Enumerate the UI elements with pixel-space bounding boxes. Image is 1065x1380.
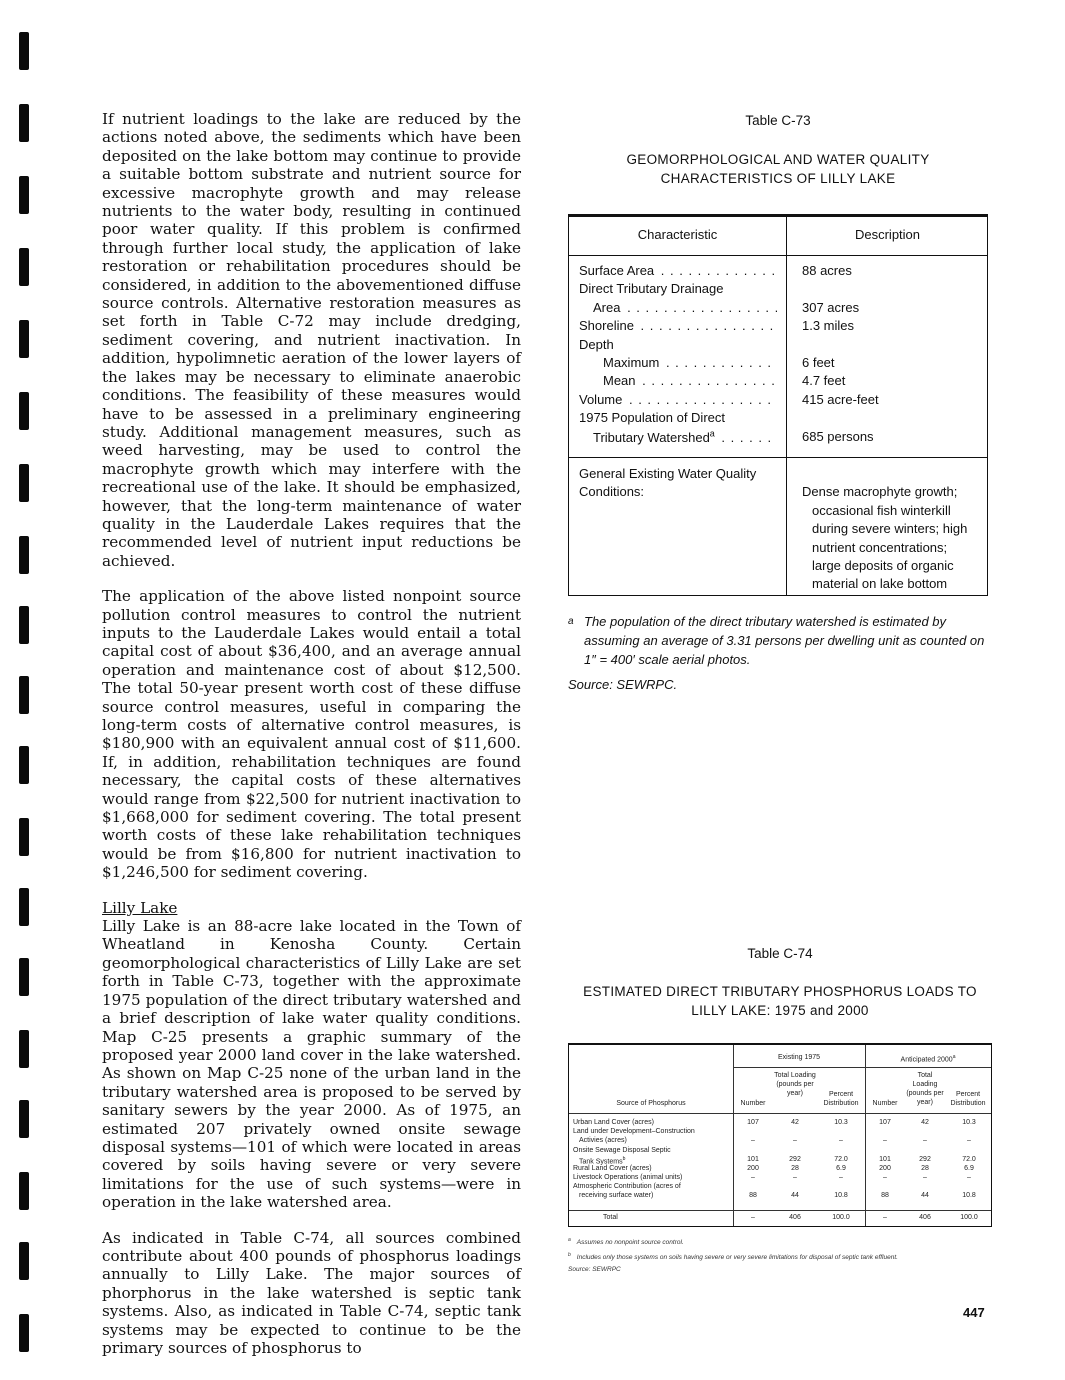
table-cell: 72.0	[962, 1156, 976, 1163]
table-cell: Rural Land Cover (acres)	[573, 1165, 652, 1172]
table-cell: 101	[879, 1156, 891, 1163]
table-cell: –	[793, 1174, 797, 1181]
table-row-value: 88 acres	[802, 263, 852, 278]
binding-mark	[19, 1314, 29, 1352]
table-row-label: Depth	[579, 336, 614, 352]
table-cell: –	[883, 1214, 887, 1221]
table-cell: –	[967, 1174, 971, 1181]
binding-mark	[19, 1030, 29, 1068]
table-cell: 10.8	[962, 1192, 976, 1199]
table-cell: –	[839, 1174, 843, 1181]
binding-mark	[19, 392, 29, 430]
table-c74-footnotes	[568, 1234, 998, 1276]
column-header: Total Loading (pounds per year)	[906, 1072, 944, 1106]
table-cell: 42	[921, 1119, 929, 1126]
table-cell: –	[751, 1174, 755, 1181]
table-cell: –	[923, 1174, 927, 1181]
column-header: Number	[740, 1100, 766, 1107]
paragraph: As indicated in Table C-74, all sources combined contribute about 400 pounds of phosphorus loadings annually to Lilly Lake. The major sources of phorphorus in the lake watershed is septic tank systems. Also, as indicated in Table C-74, septic tank systems may be expected to continue to be the primary sources of phosphorus to	[102, 1228, 521, 1357]
column-group-header: Anticipated 2000$^a$	[900, 1054, 956, 1064]
table-cell: 6.9	[964, 1165, 974, 1172]
section-subheading: Lilly Lake	[102, 898, 178, 917]
table-cell: 10.3	[834, 1119, 848, 1126]
table-cell: –	[923, 1137, 927, 1144]
table-row-value: 6 feet	[802, 355, 835, 370]
table-title-line: CHARACTERISTICS OF LILLY LAKE	[660, 171, 896, 186]
footnote: a The population of the direct tributary watershed is estimated by assuming an average of 3.31 persons per dwelling unit as counted on 1″ = 400′ scale aerial photos.	[568, 614, 985, 667]
table-label: Table C-73	[745, 113, 811, 128]
table-title-line: ESTIMATED DIRECT TRIBUTARY PHOSPHORUS LOADS TO	[583, 984, 977, 999]
table-cell: –	[751, 1137, 755, 1144]
table-cell: 44	[921, 1192, 929, 1199]
footnote-marker: a	[709, 428, 715, 439]
binding-mark	[19, 536, 29, 574]
table-source: Source: SEWRPC	[568, 1266, 621, 1274]
binding-mark	[19, 1242, 29, 1280]
table-cell: –	[839, 1137, 843, 1144]
table-cell: 88	[881, 1192, 889, 1199]
binding-mark	[19, 676, 29, 714]
table-cell: 200	[747, 1165, 759, 1172]
table-cell: –	[793, 1137, 797, 1144]
table-row-label: Maximum . . .	[579, 355, 777, 373]
table-cell: 200	[879, 1165, 891, 1172]
paragraph: If nutrient loadings to the lake are reduced by the actions noted above, the sediments which have been deposited on the lake bottom may continue to provide a suitable bottom substrate and nutrient source for excessive macrophyte growth and may release nutrients to the water body, resulting in continued poor water quality. If this problem is confirmed through further local study, the application of lake restoration or rehabilitation procedures should be considered, in addition to the abovementioned diffuse source controls. Alternative restoration measures as set forth in Table C-72 may include dredging, sediment covering, and nutrient inactivation. In addition, hypolimnetic aeration of the lower layers of the lakes may be necessary to eliminate anaerobic conditions. The feasibility of these measures would have to be assessed in a preliminary engineering study. Additional management measures, such as weed harvesting, may be used to control the macrophyte growth which may interfere with the recreational use of the lake. It should be emphasized, however, that the long-term maintenance of water quality in the Lauderdale Lakes requires that the recommended level of nutrient input reductions be achieved.	[102, 110, 521, 570]
binding-mark	[19, 888, 29, 926]
column-header: Characteristic	[637, 227, 718, 242]
table-cell: –	[751, 1214, 755, 1221]
table-cell: 107	[747, 1119, 759, 1126]
page-number: 447	[963, 1305, 985, 1320]
binding-mark	[19, 958, 29, 996]
column-header: Percent Distribution	[823, 1091, 859, 1107]
column-header: Source of Phosphorus	[616, 1100, 686, 1107]
table-cell: Total	[603, 1214, 618, 1221]
table-cell: Land under Development–Construction	[573, 1128, 695, 1135]
table-cell: 6.9	[836, 1165, 846, 1172]
table-cell: Tank Systems$^b$	[579, 1156, 626, 1166]
table-source: Source: SEWRPC.	[568, 677, 678, 692]
table-title-line: LILLY LAKE: 1975 and 2000	[691, 1003, 869, 1018]
table-c74	[568, 1043, 992, 1227]
general-conditions-description: Dense macrophyte growth; occasional fish winterkill during severe winters; high nutrient concentrations; large deposits of organic material on lake bottom	[802, 484, 968, 592]
table-cell: 100.0	[832, 1214, 850, 1221]
table-cell: 107	[879, 1119, 891, 1126]
binding-mark	[19, 464, 29, 502]
binding-mark	[19, 248, 29, 286]
table-cell: 72.0	[834, 1156, 848, 1163]
table-row-label: Surface Area . . .	[579, 263, 777, 281]
table-cell: Activies (acres)	[579, 1137, 627, 1144]
table-cell: 42	[791, 1119, 799, 1126]
table-row-value: 307 acres	[802, 299, 860, 315]
table-cell: 101	[747, 1156, 759, 1163]
table-cell: 292	[919, 1156, 931, 1163]
table-cell: 10.8	[834, 1192, 848, 1199]
binding-mark	[19, 1172, 29, 1210]
binding-mark	[19, 1100, 29, 1138]
table-row-label: Shoreline . . .	[579, 318, 777, 336]
table-row-label: Direct Tributary Drainage	[579, 281, 724, 297]
table-row-value: 1.3 miles	[802, 318, 855, 334]
table-row-value: 4.7 feet	[802, 373, 846, 389]
table-cell: Livestock Operations (animal units)	[573, 1174, 683, 1181]
table-row-value: 685 persons	[802, 428, 874, 444]
table-label: Table C-74	[747, 946, 813, 961]
table-cell: Onsite Sewage Disposal Septic	[573, 1147, 671, 1154]
table-row-value: 415 acre-feet	[802, 391, 879, 407]
table-row-label: 1975 Population of Direct	[579, 410, 725, 426]
table-cell: 88	[749, 1192, 757, 1199]
table-title-line: GEOMORPHOLOGICAL AND WATER QUALITY	[626, 152, 930, 167]
table-cell: –	[883, 1137, 887, 1144]
paragraph: The application of the above listed nonpoint source pollution control measures to control the nutrient inputs to the Lauderdale Lakes would entail a total capital cost of about $36,400, and an average annual operation and maintenance cost of about $12,500. The total 50-year present worth cost of these diffuse source control measures, useful in comparing the long-term costs of alternative control measures, is $180,900 with an equivalent annual cost of $11,600. If, in addition, rehabilitation techniques are found necessary, the capital costs of these alternatives would range from $22,500 for nutrient inactivation to $1,668,000 for sediment covering. The total present worth costs of these lake rehabilitation techniques would be from $16,800 for nutrient inactivation to $1,246,500 for sediment covering.	[102, 587, 521, 882]
table-cell: –	[967, 1137, 971, 1144]
column-header: Percent Distribution	[950, 1091, 986, 1107]
binding-mark	[19, 320, 29, 358]
table-cell: 28	[791, 1165, 799, 1172]
column-group-header: Existing 1975	[777, 1054, 821, 1061]
table-cell: –	[883, 1174, 887, 1181]
table-row-label: Area . . .	[579, 300, 777, 318]
table-cell: 406	[789, 1214, 801, 1221]
table-c73-footnotes	[568, 612, 988, 694]
footnote: $^a$ Assumes no nonpoint source control.	[568, 1237, 684, 1247]
table-row-label: Mean . . .	[579, 373, 777, 391]
footnote: $^b$ Includes only those systems on soils having severe or very severe limitations for disposal of septic tank effluent.	[568, 1252, 898, 1262]
table-cell: Urban Land Cover (acres)	[573, 1119, 654, 1126]
binding-mark	[19, 818, 29, 856]
table-title	[568, 150, 988, 188]
table-cell: 28	[921, 1165, 929, 1172]
binding-mark	[19, 606, 29, 644]
table-cell: 406	[919, 1214, 931, 1221]
table-cell: 292	[789, 1156, 801, 1163]
table-cell: 100.0	[960, 1214, 978, 1221]
paragraph: Lilly Lake is an 88-acre lake located in the Town of Wheatland in Kenosha County. Certain geomorphological characteristics of Lilly Lake are set forth in Table C-73, together with the approximate 1975 population of the direct tributary watershed and a brief description of lake water quality conditions. Map C-25 presents a graphic summary of the proposed year 2000 land cover in the lake watershed. As shown on Map C-25 none of the urban land in the tributary watershed area is proposed to be served by sanitary sewers by the year 2000. As of 1975, an estimated 207 privately owned onsite sewage disposal systems—101 of which were located in areas covered by soils having severe or very severe limitations for the use of such systems—were in operation in the lake watershed area.	[102, 917, 521, 1212]
column-header: Total Loading (pounds per year)	[774, 1072, 816, 1097]
table-cell: 10.3	[962, 1119, 976, 1126]
binding-mark	[19, 104, 29, 142]
table-cell: Atmospheric Contribution (acres of	[573, 1183, 681, 1190]
table-row-label: Volume . . .	[579, 392, 777, 410]
binding-mark	[19, 32, 29, 70]
binding-mark	[19, 176, 29, 214]
body-text-column	[102, 110, 521, 1374]
column-header: Description	[854, 227, 921, 242]
binding-mark	[19, 746, 29, 784]
table-title	[568, 982, 992, 1020]
table-cell: receiving surface water)	[579, 1192, 654, 1199]
table-row-label: Tributary Watershed$^a$ . . .	[579, 429, 777, 447]
table-c73	[568, 214, 988, 596]
general-conditions-label: General Existing Water Quality Conditions:	[579, 466, 757, 500]
table-cell: 44	[791, 1192, 799, 1199]
column-header: Number	[872, 1100, 898, 1107]
